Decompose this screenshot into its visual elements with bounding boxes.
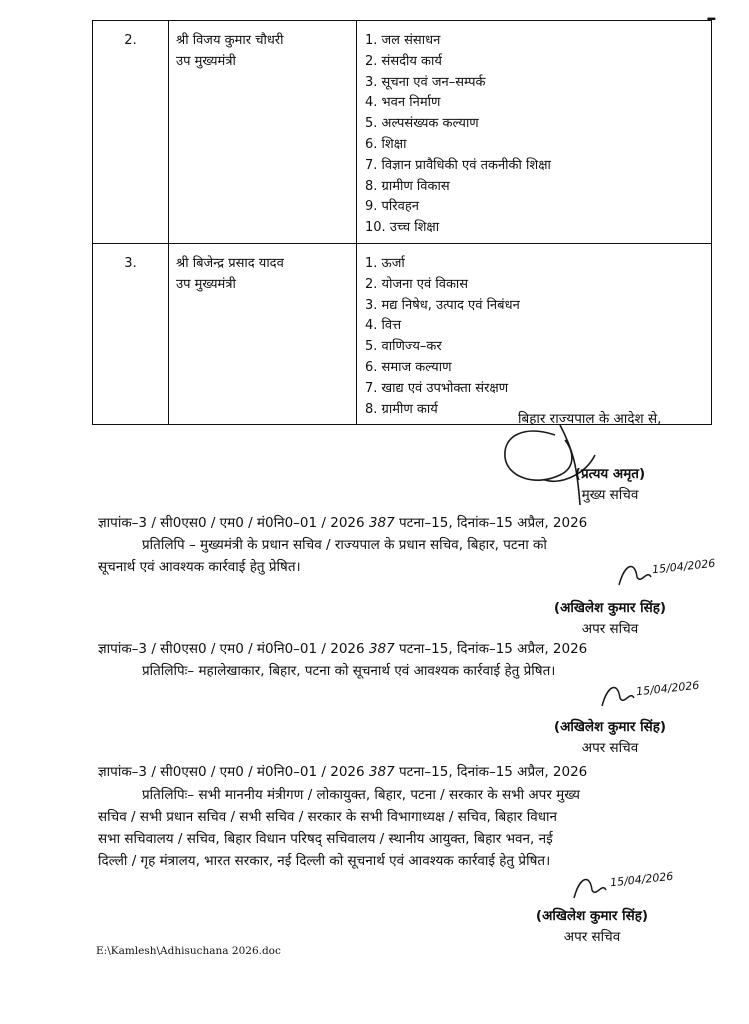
memo-2-title: अपर सचिव bbox=[581, 740, 639, 756]
memo-place-date: पटना–15, दिनांक–15 अप्रैल, 2026 bbox=[398, 515, 588, 531]
minister-designation: उप मुख्यमंत्री bbox=[176, 53, 236, 69]
memo-3-copy-line-2: सचिव / सभी प्रधान सचिव / सभी सचिव / सरकार के सभी विभागाध्यक्ष / सचिव, बिहार विधान bbox=[98, 809, 558, 825]
memo-number: 387 bbox=[368, 515, 395, 531]
memo-place-date: पटना–15, दिनांक–15 अप्रैल, 2026 bbox=[398, 764, 588, 780]
departments-cell bbox=[357, 21, 712, 244]
department-item: 4. भवन निर्माण bbox=[365, 95, 441, 111]
memo-2-signatory: (अखिलेश कुमार सिंह) bbox=[553, 719, 667, 735]
memo-1-title: अपर सचिव bbox=[581, 621, 639, 637]
department-item: 6. समाज कल्याण bbox=[365, 359, 452, 375]
minister-cell bbox=[169, 243, 357, 424]
memo-ref: ज्ञापांक–3 / सी0एस0 / एम0 / मं0नि0–01 / 2026 bbox=[98, 515, 365, 531]
memo-3-ref-line bbox=[98, 762, 587, 782]
memo-number: 387 bbox=[368, 641, 395, 657]
memo-1-copy-line-1: प्रतिलिपि – मुख्यमंत्री के प्रधान सचिव / राज्यपाल के प्रधान सचिव, बिहार, पटना को bbox=[142, 537, 547, 553]
department-item: 3. मद्य निषेध, उत्पाद एवं निबंधन bbox=[365, 297, 520, 313]
minister-name: श्री विजय कुमार चौधरी bbox=[176, 33, 284, 48]
department-item: 5. अल्पसंख्यक कल्याण bbox=[365, 116, 479, 132]
department-item: 1. जल संसाधन bbox=[365, 33, 441, 48]
memo-3-title: अपर सचिव bbox=[563, 929, 621, 945]
portfolio-table bbox=[92, 20, 712, 425]
serial-cell: 3. bbox=[93, 243, 169, 424]
serial-cell: 2. bbox=[93, 21, 169, 244]
memo-1-copy-line-2: सूचनार्थ एवं आवश्यक कार्रवाई हेतु प्रेषित। bbox=[98, 559, 301, 575]
memo-1-ref-line bbox=[98, 513, 587, 533]
minister-designation: उप मुख्यमंत्री bbox=[176, 276, 236, 292]
memo-3-copy-line-1: प्रतिलिपिः– सभी माननीय मंत्रीगण / लोकायुक्त, बिहार, पटना / सरकार के सभी अपर मुख्य bbox=[142, 787, 580, 803]
department-item: 3. सूचना एवं जन–सम्पर्क bbox=[365, 74, 486, 90]
department-item: 5. वाणिज्य–कर bbox=[365, 339, 442, 355]
department-item: 10. उच्च शिक्षा bbox=[365, 220, 440, 236]
departments-cell bbox=[357, 243, 712, 424]
memo-place-date: पटना–15, दिनांक–15 अप्रैल, 2026 bbox=[398, 641, 588, 657]
footer-file-path: E:\Kamlesh\Adhisuchana 2026.doc bbox=[96, 945, 281, 957]
chief-signatory-name: (प्रत्यय अमृत) bbox=[574, 466, 646, 482]
order-line: बिहार राज्यपाल के आदेश से, bbox=[518, 411, 662, 427]
memo-2-signature-date: 15/04/2026 bbox=[635, 678, 700, 699]
minister-cell bbox=[169, 21, 357, 244]
chief-signatory-title: मुख्य सचिव bbox=[581, 487, 639, 503]
memo-ref: ज्ञापांक–3 / सी0एस0 / एम0 / मं0नि0–01 / 2026 bbox=[98, 764, 365, 780]
department-item: 9. परिवहन bbox=[365, 199, 419, 215]
department-item: 8. ग्रामीण कार्य bbox=[365, 401, 438, 417]
memo-2-copy-line-1: प्रतिलिपिः– महालेखाकार, बिहार, पटना को सूचनार्थ एवं आवश्यक कार्रवाई हेतु प्रेषित। bbox=[142, 663, 556, 679]
memo-2-ref-line bbox=[98, 639, 587, 659]
table-row bbox=[93, 243, 712, 424]
department-item: 8. ग्रामीण विकास bbox=[365, 178, 450, 194]
memo-1-signatory: (अखिलेश कुमार सिंह) bbox=[553, 600, 667, 616]
department-item: 7. खाद्य एवं उपभोक्ता संरक्षण bbox=[365, 380, 509, 396]
memo-3-copy-line-3: सभा सचिवालय / सचिव, बिहार विधान परिषद् सचिवालय / स्थानीय आयुक्त, बिहार भवन, नई bbox=[98, 831, 553, 847]
memo-3-signatory: (अखिलेश कुमार सिंह) bbox=[535, 908, 649, 924]
memo-3-signature-date: 15/04/2026 bbox=[609, 869, 674, 890]
department-item: 4. वित्त bbox=[365, 318, 402, 334]
table-row bbox=[93, 21, 712, 244]
corner-mark: - bbox=[706, 0, 717, 35]
department-item: 6. शिक्षा bbox=[365, 136, 407, 152]
department-item: 2. योजना एवं विकास bbox=[365, 276, 469, 292]
memo-ref: ज्ञापांक–3 / सी0एस0 / एम0 / मं0नि0–01 / 2026 bbox=[98, 641, 365, 657]
memo-1-signature-date: 15/04/2026 bbox=[651, 556, 716, 577]
memo-3-copy-line-4: दिल्ली / गृह मंत्रालय, भारत सरकार, नई दिल्ली को सूचनार्थ एवं आवश्यक कार्रवाई हेतु प्रेषित। bbox=[98, 853, 551, 869]
department-item: 7. विज्ञान प्रावैधिकी एवं तकनीकी शिक्षा bbox=[365, 157, 551, 173]
minister-name: श्री बिजेन्द्र प्रसाद यादव bbox=[176, 255, 284, 271]
department-item: 1. ऊर्जा bbox=[365, 255, 405, 271]
department-item: 2. संसदीय कार्य bbox=[365, 53, 442, 69]
memo-number: 387 bbox=[368, 764, 395, 780]
